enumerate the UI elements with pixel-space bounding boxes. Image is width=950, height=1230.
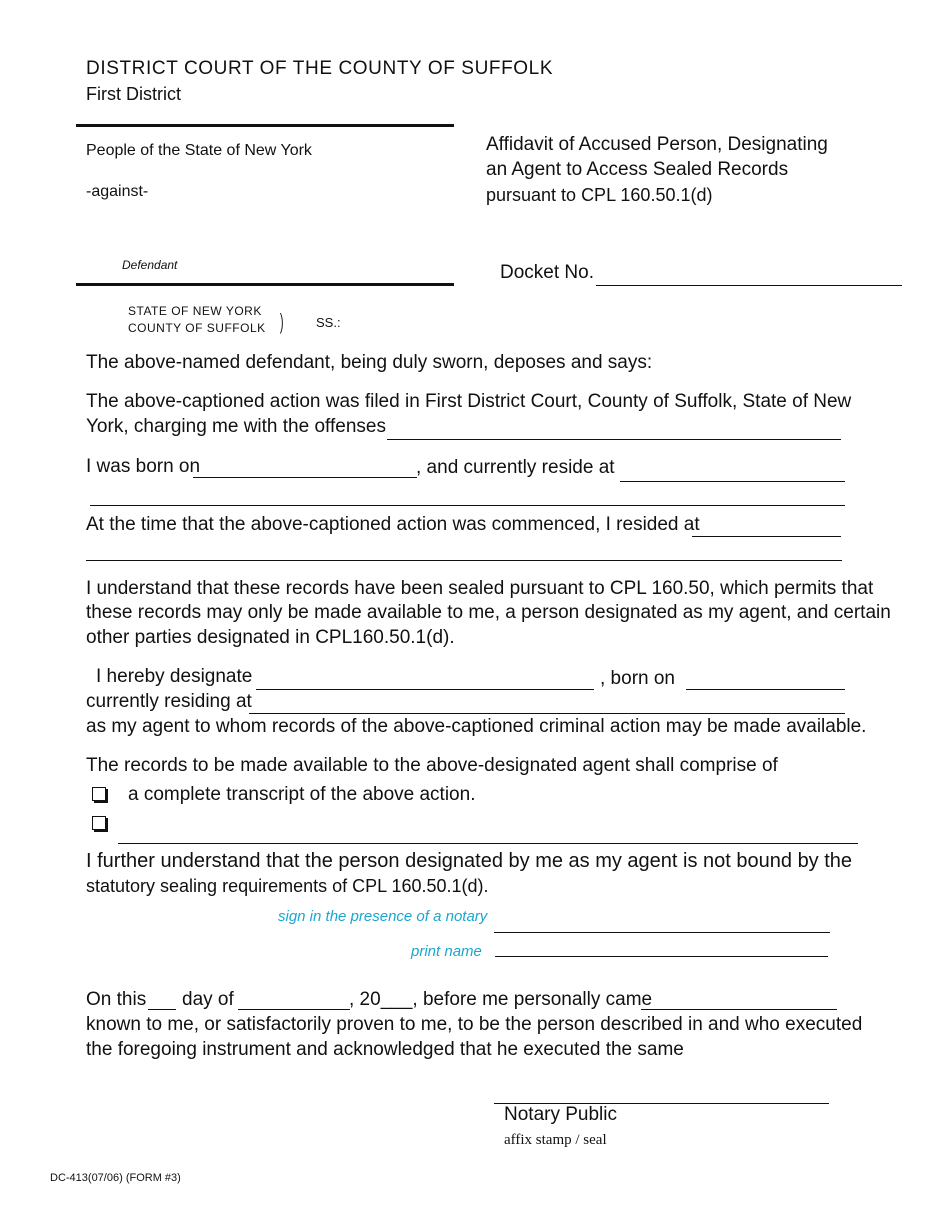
records-label: The records to be made available to the above-designated agent shall comprise of xyxy=(86,755,778,776)
docket-number-field[interactable] xyxy=(596,285,902,286)
agent-birth-date-field[interactable] xyxy=(686,689,845,690)
current-residence-field[interactable] xyxy=(620,481,845,482)
notary-public-label: Notary Public xyxy=(504,1104,617,1125)
month-field[interactable] xyxy=(238,1009,350,1010)
caption-people: People of the State of New York xyxy=(86,142,312,159)
year-label: , 20___, before me personally came xyxy=(349,989,653,1010)
form-title-line1: Affidavit of Accused Person, Designating xyxy=(486,134,828,155)
other-records-field[interactable] xyxy=(118,843,858,844)
further-line2: statutory sealing requirements of CPL 160.50.1(d). xyxy=(86,876,489,896)
understand-line3: other parties designated in CPL160.50.1(d). xyxy=(86,627,455,648)
reside-label: , and currently reside at xyxy=(416,457,615,478)
court-name: DISTRICT COURT OF THE COUNTY OF SUFFOLK xyxy=(86,58,554,79)
caption-defendant-label: Defendant xyxy=(122,258,178,272)
appeared-person-field[interactable] xyxy=(641,1009,837,1010)
prior-residence-field-line2[interactable] xyxy=(86,560,842,561)
sworn-statement: The above-named defendant, being duly sworn, deposes and says: xyxy=(86,352,653,373)
transcript-checkbox[interactable] xyxy=(92,787,106,801)
venue-county: COUNTY OF SUFFOLK xyxy=(128,321,266,335)
venue-bracket: ) xyxy=(279,309,284,334)
district-name: First District xyxy=(86,84,181,104)
signature-field[interactable] xyxy=(494,932,830,933)
form-id: DC-413(07/06) (FORM #3) xyxy=(50,1172,181,1184)
caption-against: -against- xyxy=(86,183,149,200)
agent-residence-field[interactable] xyxy=(249,713,845,714)
transcript-option-label: a complete transcript of the above action. xyxy=(128,784,476,805)
offenses-field[interactable] xyxy=(387,439,841,440)
resided-label: At the time that the above-captioned action was commenced, I resided at xyxy=(86,514,700,535)
birth-date-field[interactable] xyxy=(193,477,417,478)
born-label: I was born on xyxy=(86,456,201,477)
agent-statement: as my agent to whom records of the above-captioned criminal action may be made available. xyxy=(86,716,867,737)
understand-line2: these records may only be made available to me, a person designated as my agent, and certain xyxy=(86,602,891,623)
designate-label: I hereby designate xyxy=(96,666,253,687)
day-field[interactable] xyxy=(148,1009,176,1010)
venue-state: STATE OF NEW YORK xyxy=(128,304,262,318)
caption-top-rule xyxy=(76,124,454,127)
understand-line1: I understand that these records have been sealed pursuant to CPL 160.50, which permits that xyxy=(86,578,874,599)
agent-residing-label: currently residing at xyxy=(86,691,252,712)
further-line1: I further understand that the person designated by me as my agent is not bound by the xyxy=(86,850,853,872)
form-title-line2: an Agent to Access Sealed Records xyxy=(486,159,789,180)
sign-label: sign in the presence of a notary xyxy=(278,908,488,925)
foregoing-line: the foregoing instrument and acknowledged that he executed the same xyxy=(86,1039,684,1060)
affix-seal-label: affix stamp / seal xyxy=(504,1132,607,1148)
print-name-field[interactable] xyxy=(495,956,828,957)
print-name-label: print name xyxy=(411,943,482,960)
agent-born-label: , born on xyxy=(600,668,675,689)
day-of-label: day of xyxy=(182,989,234,1010)
form-title-line3: pursuant to CPL 160.50.1(d) xyxy=(486,185,713,205)
known-line: known to me, or satisfactorily proven to me, to be the person described in and who executed xyxy=(86,1014,863,1035)
venue-ss: SS.: xyxy=(316,315,341,330)
other-records-checkbox[interactable] xyxy=(92,816,106,830)
current-residence-field-line2[interactable] xyxy=(90,505,845,506)
docket-label: Docket No. xyxy=(500,262,594,283)
prior-residence-field[interactable] xyxy=(692,536,841,537)
on-this-label: On this xyxy=(86,989,147,1010)
filed-line2: York, charging me with the offenses xyxy=(86,416,386,437)
agent-name-field[interactable] xyxy=(256,689,594,690)
caption-bottom-rule xyxy=(76,283,454,286)
filed-line1: The above-captioned action was filed in First District Court, County of Suffolk, State of New xyxy=(86,391,852,412)
